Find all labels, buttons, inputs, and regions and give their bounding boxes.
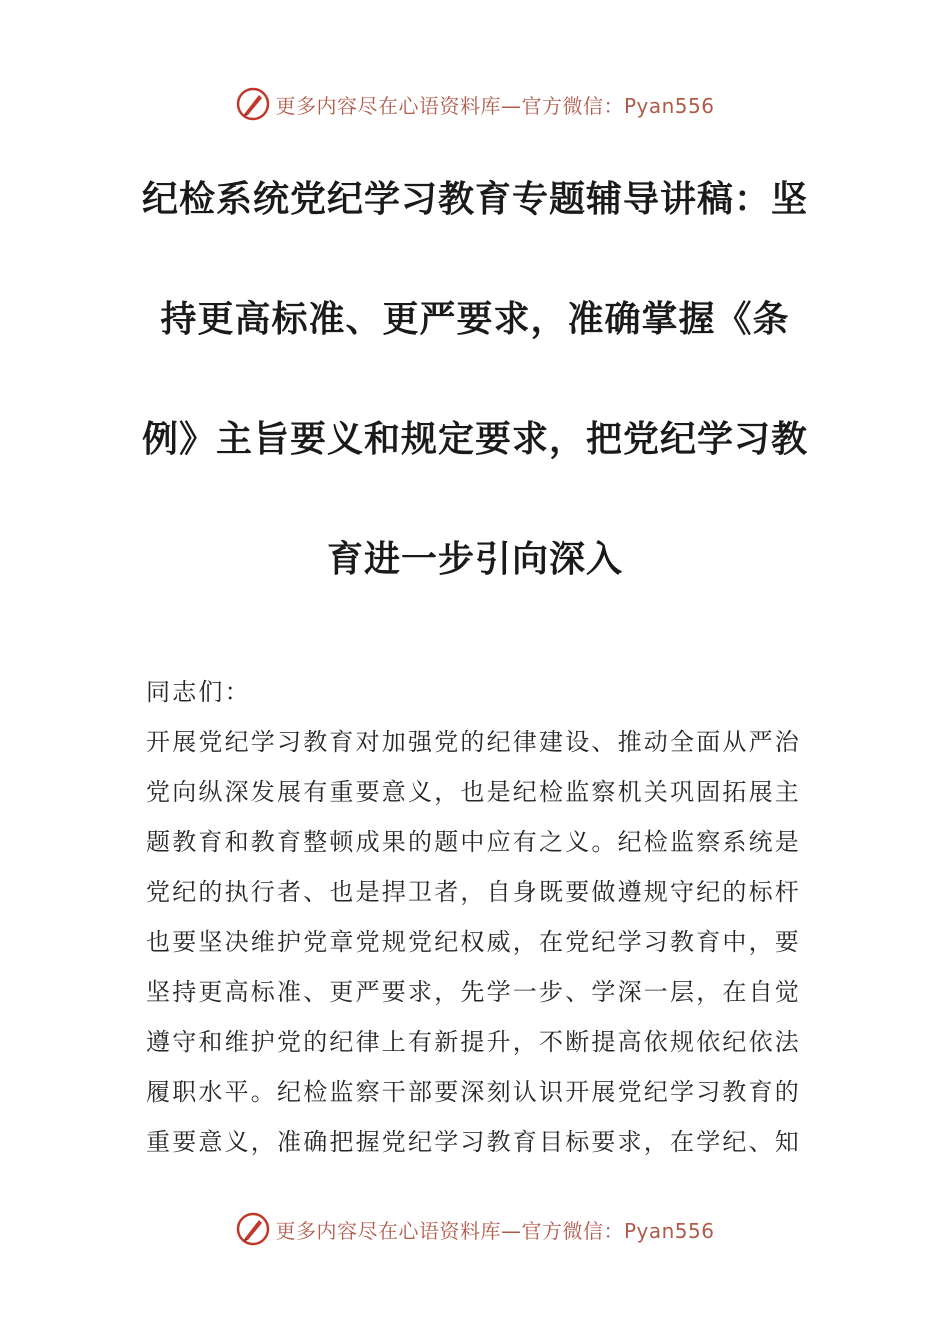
title-line: 持更高标准、更严要求，准确掌握《条 — [160, 299, 790, 340]
body-line: 遵守和维护党的纪律上有新提升，不断提高依规依纪依法 — [146, 1028, 801, 1056]
body-line: 履职水平。纪检监察干部要深刻认识开展党纪学习教育的 — [146, 1078, 801, 1106]
pen-logo-icon — [235, 1211, 271, 1247]
header-banner-text: 更多内容尽在心语资料库—官方微信：Pyan556 — [275, 93, 715, 118]
body-line: 坚持更高标准、更严要求，先学一步、学深一层，在自觉 — [146, 978, 801, 1006]
document-title — [0, 150, 950, 630]
document-body — [146, 672, 806, 1172]
title-line: 例》主旨要义和规定要求，把党纪学习教 — [141, 419, 808, 460]
body-line: 重要意义，准确把握党纪学习教育目标要求，在学纪、知 — [146, 1128, 801, 1156]
footer-banner-text: 更多内容尽在心语资料库—官方微信：Pyan556 — [275, 1218, 715, 1243]
salutation: 同志们： — [146, 678, 251, 706]
pen-logo-icon — [235, 86, 271, 122]
footer-banner — [0, 1209, 950, 1249]
body-line: 开展党纪学习教育对加强党的纪律建设、推动全面从严治 — [146, 728, 801, 756]
body-line: 题教育和教育整顿成果的题中应有之义。纪检监察系统是 — [146, 828, 801, 856]
body-line: 党向纵深发展有重要意义，也是纪检监察机关巩固拓展主 — [146, 778, 801, 806]
title-line: 纪检系统党纪学习教育专题辅导讲稿：坚 — [141, 179, 808, 220]
body-line: 也要坚决维护党章党规党纪权威，在党纪学习教育中，要 — [146, 928, 801, 956]
title-line: 育进一步引向深入 — [326, 539, 623, 580]
header-banner — [0, 84, 950, 124]
body-line: 党纪的执行者、也是捍卫者，自身既要做遵规守纪的标杆 — [146, 878, 801, 906]
